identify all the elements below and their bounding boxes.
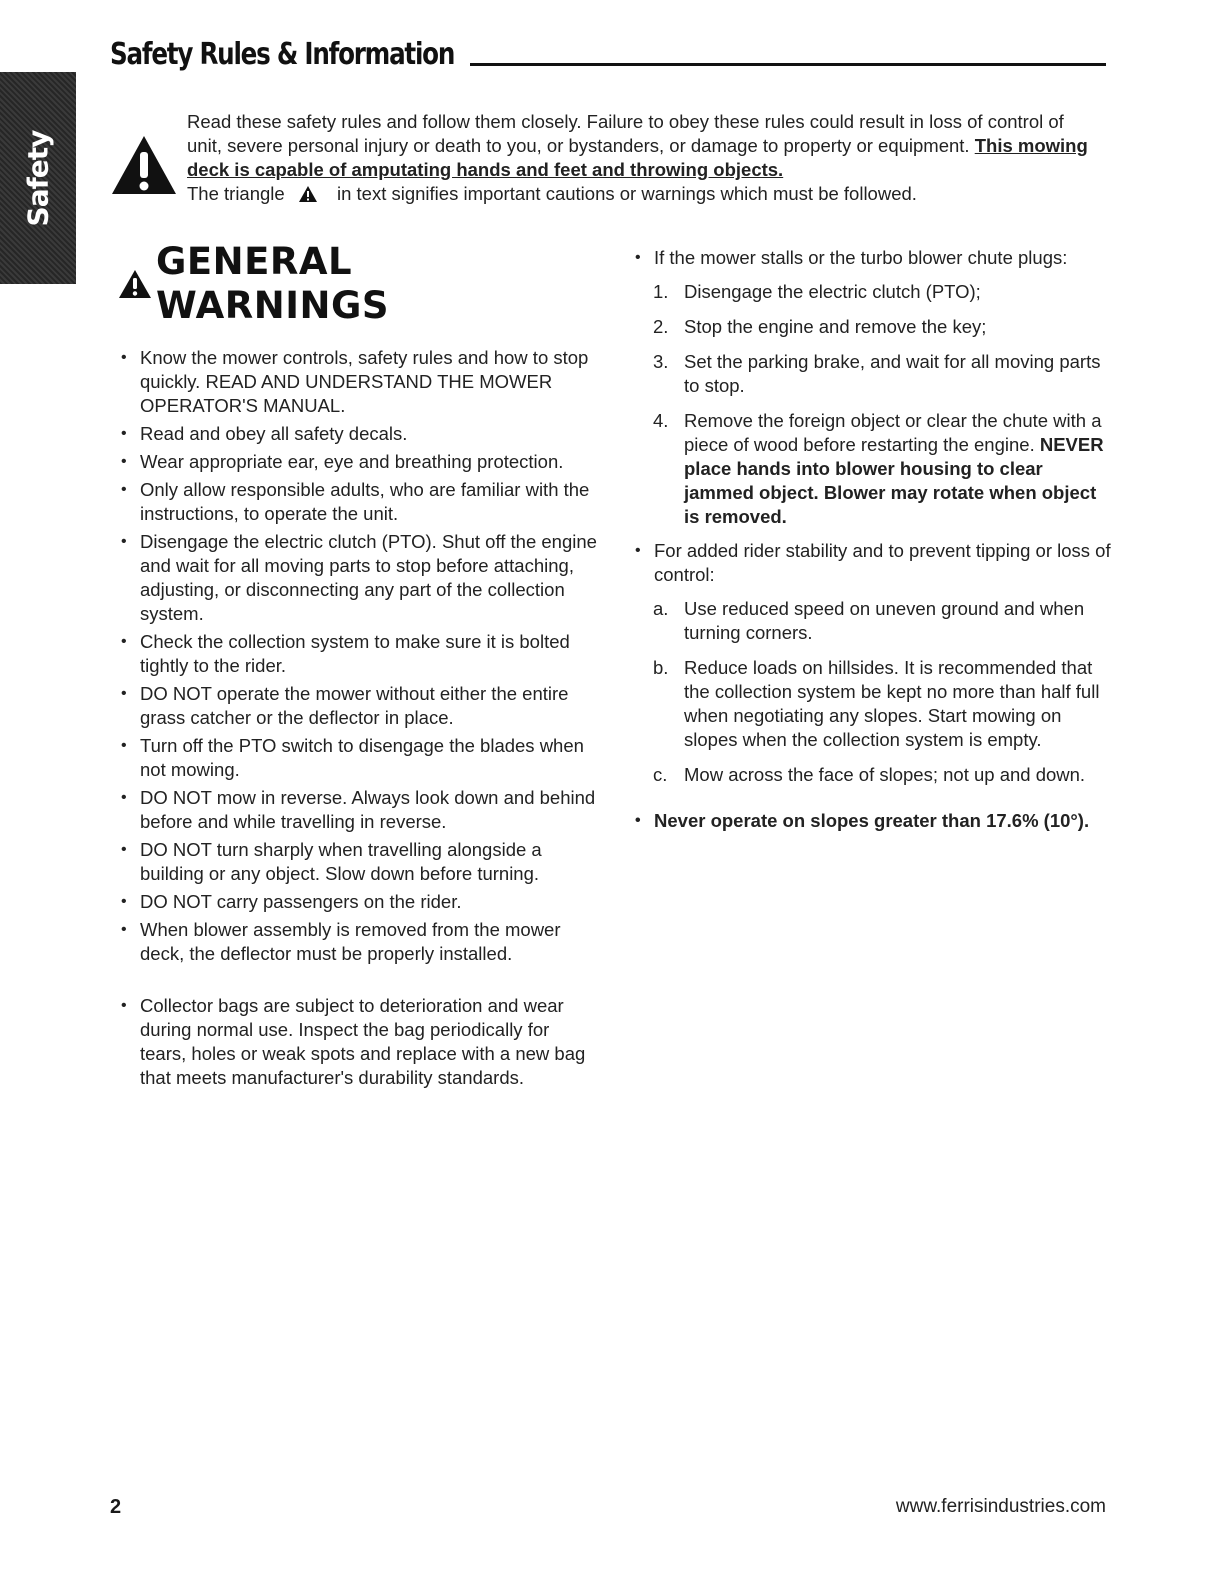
step-warning: NEVER place hands into blower housing to clear jammed object. Blower may rotate when object is removed.: [684, 434, 1104, 527]
step-item: [632, 315, 1112, 339]
section-tab-label: Safety: [21, 130, 55, 226]
warning-triangle-icon: [118, 269, 152, 299]
list-item: • Collector bags are subject to deterioration and wear during normal use. Inspect the bag periodically for tears, holes or weak spots and replace with a new bag that meets manufacturer's durability standards.: [118, 994, 598, 1090]
right-column: [632, 246, 1112, 837]
page-title: Safety Rules & Information: [110, 37, 455, 72]
list-item: • DO NOT carry passengers on the rider.: [118, 890, 598, 914]
step-marker: 4.: [653, 410, 669, 431]
step-marker: 1.: [653, 281, 669, 302]
list-item: • Disengage the electric clutch (PTO). Shut off the engine and wait for all moving parts to stop before attaching, adjusting, or disconnecting any part of the collection system.: [118, 530, 598, 626]
stall-list: [632, 246, 1112, 270]
slope-warning-list: [632, 809, 1112, 833]
list-item: • Know the mower controls, safety rules and how to stop quickly. READ AND UNDERSTAND THE MOWER OPERATOR'S MANUAL.: [118, 346, 598, 418]
small-warning-triangle-icon: [298, 185, 318, 203]
general-warnings-heading: [118, 240, 598, 328]
step-item: [632, 597, 1112, 645]
list-item: • DO NOT operate the mower without either the entire grass catcher or the deflector in place.: [118, 682, 598, 730]
step-text: Reduce loads on hillsides. It is recommended that the collection system be kept no more than half full when negotiating any slopes. Start mowing on slopes when the collection system is empty.: [684, 657, 1100, 750]
stability-steps: [632, 597, 1112, 787]
intro-statement: Read these safety rules and follow them closely. Failure to obey these rules could result in loss of control of unit, severe personal injury or death to you, or bystanders, or damage to property or equipment.: [187, 111, 1064, 156]
step-text: Use reduced speed on uneven ground and when turning corners.: [684, 598, 1085, 643]
stability-intro: • For added rider stability and to prevent tipping or loss of control:: [632, 539, 1112, 587]
intro-block: [110, 110, 1100, 206]
step-item: [632, 656, 1112, 752]
step-text: Disengage the electric clutch (PTO);: [684, 281, 981, 302]
step-marker: a.: [653, 598, 669, 619]
list-item: • Turn off the PTO switch to disengage the blades when not mowing.: [118, 734, 598, 782]
section-tab: [0, 72, 76, 284]
general-warnings-column: [118, 240, 598, 1094]
list-item: • Check the collection system to make sure it is bolted tightly to the rider.: [118, 630, 598, 678]
list-item: • When blower assembly is removed from the mower deck, the deflector must be properly installed.: [118, 918, 598, 966]
warning-triangle-icon: [110, 134, 178, 196]
step-text: Mow across the face of slopes; not up and down.: [684, 764, 1086, 785]
stability-list: [632, 539, 1112, 587]
list-item: • Read and obey all safety decals.: [118, 422, 598, 446]
step-item: [632, 763, 1112, 787]
step-marker: 2.: [653, 316, 669, 337]
triangle-note-after: in text signifies important cautions or warnings which must be followed.: [336, 183, 917, 204]
step-text: Stop the engine and remove the key;: [684, 316, 987, 337]
header-rule: [470, 63, 1106, 66]
step-item: [632, 409, 1112, 529]
step-marker: c.: [653, 764, 668, 785]
intro-text: [187, 110, 1100, 206]
step-item: [632, 280, 1112, 304]
stall-intro: • If the mower stalls or the turbo blower chute plugs:: [632, 246, 1112, 270]
list-item: • DO NOT mow in reverse. Always look down and behind before and while travelling in reverse.: [118, 786, 598, 834]
triangle-note-before: The triangle: [187, 183, 285, 204]
stall-steps: [632, 280, 1112, 529]
step-marker: b.: [653, 657, 669, 678]
list-item: • Only allow responsible adults, who are familiar with the instructions, to operate the unit.: [118, 478, 598, 526]
general-warnings-title: GENERAL WARNINGS: [155, 240, 389, 327]
website-url: www.ferrisindustries.com: [895, 1496, 1106, 1517]
step-item: [632, 350, 1112, 398]
list-item: • DO NOT turn sharply when travelling alongside a building or any object. Slow down before turning.: [118, 838, 598, 886]
slope-warning: • Never operate on slopes greater than 17.6% (10°).: [632, 809, 1112, 833]
step-text: Remove the foreign object or clear the chute with a piece of wood before restarting the engine.: [684, 410, 1102, 455]
page-header: [110, 30, 1106, 70]
step-text: Set the parking brake, and wait for all moving parts to stop.: [684, 351, 1101, 396]
page-number: 2: [110, 1496, 122, 1518]
general-warnings-list: [118, 346, 598, 1090]
step-marker: 3.: [653, 351, 669, 372]
intro-emphasis: This mowing deck is capable of amputating hands and feet and throwing objects.: [187, 135, 1088, 180]
list-item: • Wear appropriate ear, eye and breathing protection.: [118, 450, 598, 474]
